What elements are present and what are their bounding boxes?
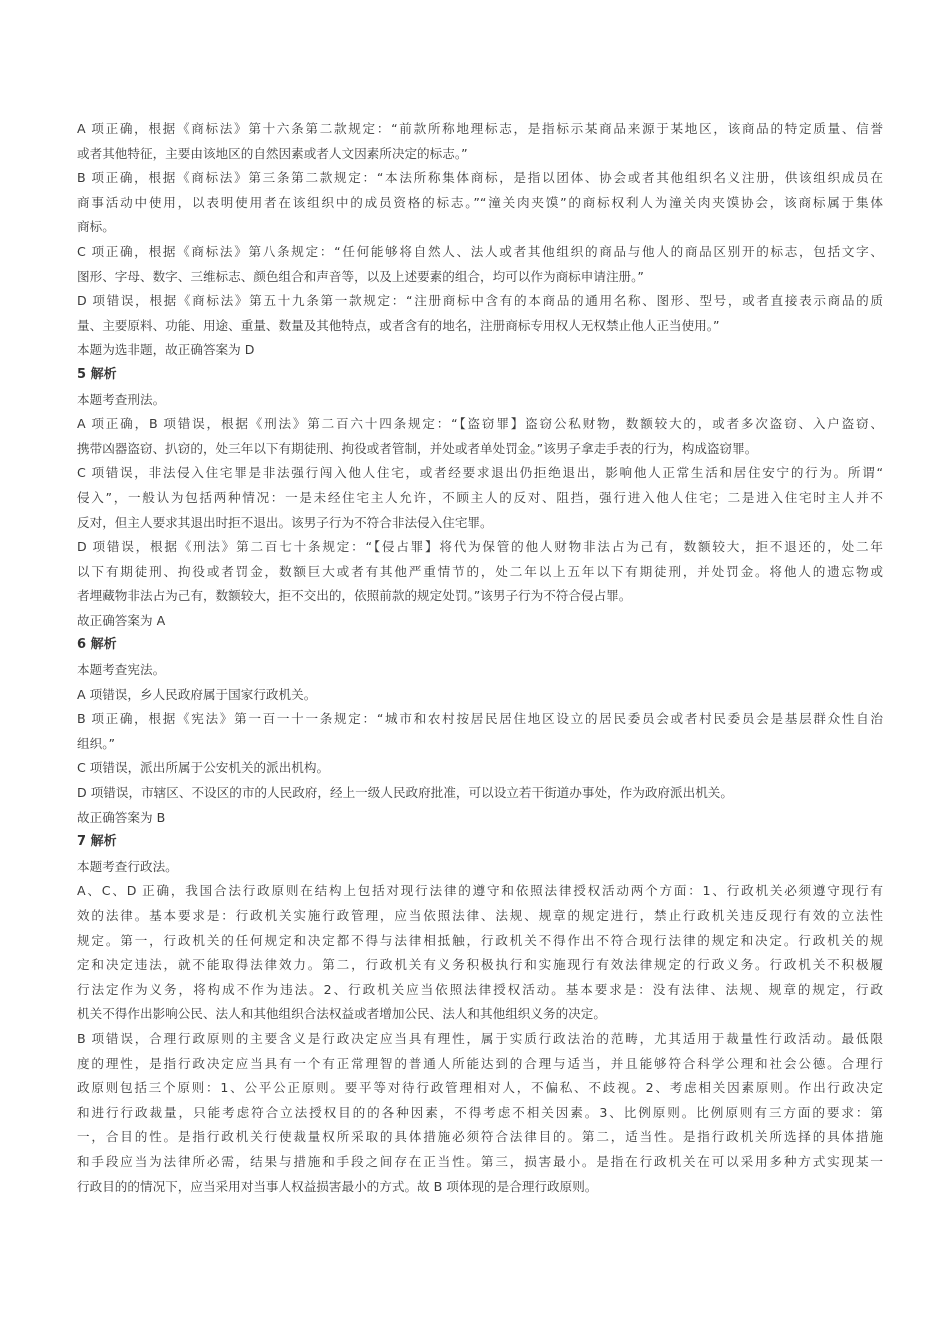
paragraph (77, 1027, 883, 1199)
paragraph (77, 461, 883, 535)
paragraph (77, 412, 883, 461)
text-line: 故正确答案为 A (77, 612, 166, 628)
text-line: 商事活动中使用，以表明使用者在该组织中的成员资格的标志。”“潼关肉夹馍”的商标权利人为潼关肉夹馍协会，该商标属于集体 (77, 194, 883, 210)
section-heading: 7 解析 (77, 834, 117, 850)
text-line: A 项正确，B 项错误，根据《刑法》第二百六十四条规定：“【盗窃罪】盗窃公私财物，数额较大的，或者多次盗窃、入户盗窃、 (77, 416, 883, 432)
paragraph (77, 756, 883, 781)
section-heading: 6 解析 (77, 637, 117, 653)
text-line: 效的法律。基本要求是：行政机关实施行政管理，应当依照法律、法规、规章的规定进行，禁止行政机关违反现行有效的立法性 (77, 908, 883, 923)
text-line: 度的理性，是指行政决定应当具有一个有正常理智的普通人所能达到的合理与适当，并且能够符合科学公理和社会公德。合理行 (77, 1055, 883, 1071)
paragraph (77, 166, 883, 240)
text-line: C 项错误，派出所属于公安机关的派出机构。 (77, 760, 330, 776)
text-line: D 项错误，根据《刑法》第二百七十条规定：“【侵占罪】将代为保管的他人财物非法占为己有，数额较大，拒不退还的，处二年 (77, 539, 883, 555)
text-line: 侵入”，一般认为包括两种情况：一是未经住宅主人允许，不顾主人的反对、阻挡，强行进入他人住宅；二是进入住宅时主人并不 (77, 489, 883, 505)
text-line: B 项正确，根据《商标法》第三条第二款规定：“本法所称集体商标，是指以团体、协会或者其他组织名义注册，供该组织成员在 (77, 170, 883, 186)
text-line: C 项正确，根据《商标法》第八条规定：“任何能够将自然人、法人或者其他组织的商品与他人的商品区别开的标志，包括文字、 (77, 243, 883, 259)
text-line: 规定。第一，行政机关的任何规定和决定都不得与法律相抵触，行政机关不得作出不符合现行法律的规定和决定。行政机关的规 (77, 932, 883, 948)
text-line: 组织。” (77, 735, 116, 751)
paragraph (77, 338, 883, 363)
answer-explanations (77, 117, 883, 1199)
text-line: 行政目的的情况下，应当采用对当事人权益损害最小的方式。故 B 项体现的是合理行政原则。 (77, 1178, 598, 1194)
text-line: B 项错误，合理行政原则的主要含义是行政决定应当具有理性，属于实质行政法治的范畴，尤其适用于裁量性行政活动。最低限 (77, 1030, 883, 1046)
paragraph (77, 707, 883, 756)
text-line: D 项错误，市辖区、不设区的市的人民政府，经上一级人民政府批准，可以设立若干街道办事处，作为政府派出机关。 (77, 785, 733, 801)
text-line: A 项正确，根据《商标法》第十六条第二款规定：“前款所称地理标志，是指标示某商品来源于某地区，该商品的特定质量、信誉 (77, 121, 883, 136)
text-line: 定和决定违法，就不能取得法律效力。第二，行政机关有义务积极执行和实施现行有效法律规定的行政义务。行政机关不积极履 (77, 957, 883, 973)
text-line: 携带凶器盗窃、扒窃的，处三年以下有期徒刑、拘役或者管制，并处或者单处罚金。”该男子拿走手表的行为，构成盗窃罪。 (77, 440, 758, 456)
text-line: 政原则包括三个原则：1、公平公正原则。要平等对待行政管理相对人，不偏私、不歧视。2、考虑相关因素原则。作出行政决定 (77, 1080, 883, 1096)
text-line: 一，合目的性。是指行政机关行使裁量权所采取的具体措施必须符合法律目的。第二，适当性。是指行政机关所选择的具体措施 (77, 1129, 883, 1145)
paragraph (77, 806, 883, 831)
text-line: 者埋藏物非法占为己有，数额较大，拒不交出的，依照前款的规定处罚。”该男子行为不符合侵占罪。 (77, 588, 632, 604)
paragraph (77, 535, 883, 609)
text-line: 图形、字母、数字、三维标志、颜色组合和声音等，以及上述要素的组合，均可以作为商标申请注册。” (77, 268, 644, 284)
text-line: 本题考查刑法。 (77, 391, 166, 407)
text-line: 行法定作为义务，将构成不作为违法。2、行政机关应当依照法律授权活动。基本要求是：没有法律、法规、规章的规定，行政 (77, 981, 883, 997)
text-line: 量、主要原料、功能、用途、重量、数量及其他特点，或者含有的地名，注册商标专用权人无权禁止他人正当使用。” (77, 317, 720, 333)
section-heading: 5 解析 (77, 366, 117, 382)
text-line: 以下有期徒刑、拘役或者罚金，数额巨大或者有其他严重情节的，处二年以上五年以下有期徒刑，并处罚金。将他人的遗忘物或 (77, 563, 883, 579)
text-line: A、C、D 正确，我国合法行政原则在结构上包括对现行法律的遵守和依照法律授权活动两个方面：1、行政机关必须遵守现行有 (77, 883, 883, 899)
text-line: C 项错误，非法侵入住宅罪是非法强行闯入他人住宅，或者经要求退出仍拒绝退出，影响他人正常生活和居住安宁的行为。所谓“ (77, 465, 883, 481)
text-line: 和手段应当为法律所必需，结果与措施和手段之间存在正当性。第三，损害最小。是指在行政机关在可以采用多种方式实现某一 (77, 1153, 883, 1169)
text-line: 本题考查宪法。 (77, 662, 166, 678)
paragraph (77, 117, 883, 166)
paragraph (77, 289, 883, 338)
paragraph (77, 658, 883, 683)
paragraph (77, 609, 883, 634)
text-line: 商标。 (77, 219, 115, 235)
text-line: 或者其他特征，主要由该地区的自然因素或者人文因素所决定的标志。” (77, 145, 468, 161)
text-line: 和进行行政裁量，只能考虑符合立法授权目的的各种因素，不得考虑不相关因素。3、比例原则。比例原则有三方面的要求：第 (77, 1104, 883, 1120)
text-line: 本题考查行政法。 (77, 858, 178, 874)
paragraph (77, 240, 883, 289)
text-line: A 项错误，乡人民政府属于国家行政机关。 (77, 686, 317, 702)
text-line: 反对，但主人要求其退出时拒不退出。该男子行为不符合非法侵入住宅罪。 (77, 514, 493, 530)
text-line: 故正确答案为 B (77, 809, 166, 825)
paragraph (77, 855, 883, 880)
paragraph (77, 388, 883, 413)
text-line: D 项错误，根据《商标法》第五十九条第一款规定：“注册商标中含有的本商品的通用名称、图形、型号，或者直接表示商品的质 (77, 293, 883, 309)
text-line: B 项正确，根据《宪法》第一百一十一条规定：“城市和农村按居民居住地区设立的居民委员会或者村民委员会是基层群众性自治 (77, 711, 883, 727)
paragraph (77, 683, 883, 708)
text-line: 本题为选非题，故正确答案为 D (77, 342, 255, 358)
text-line: 机关不得作出影响公民、法人和其他组织合法权益或者增加公民、法人和其他组织义务的决定。 (77, 1006, 606, 1022)
paragraph (77, 879, 883, 1027)
paragraph (77, 781, 883, 806)
